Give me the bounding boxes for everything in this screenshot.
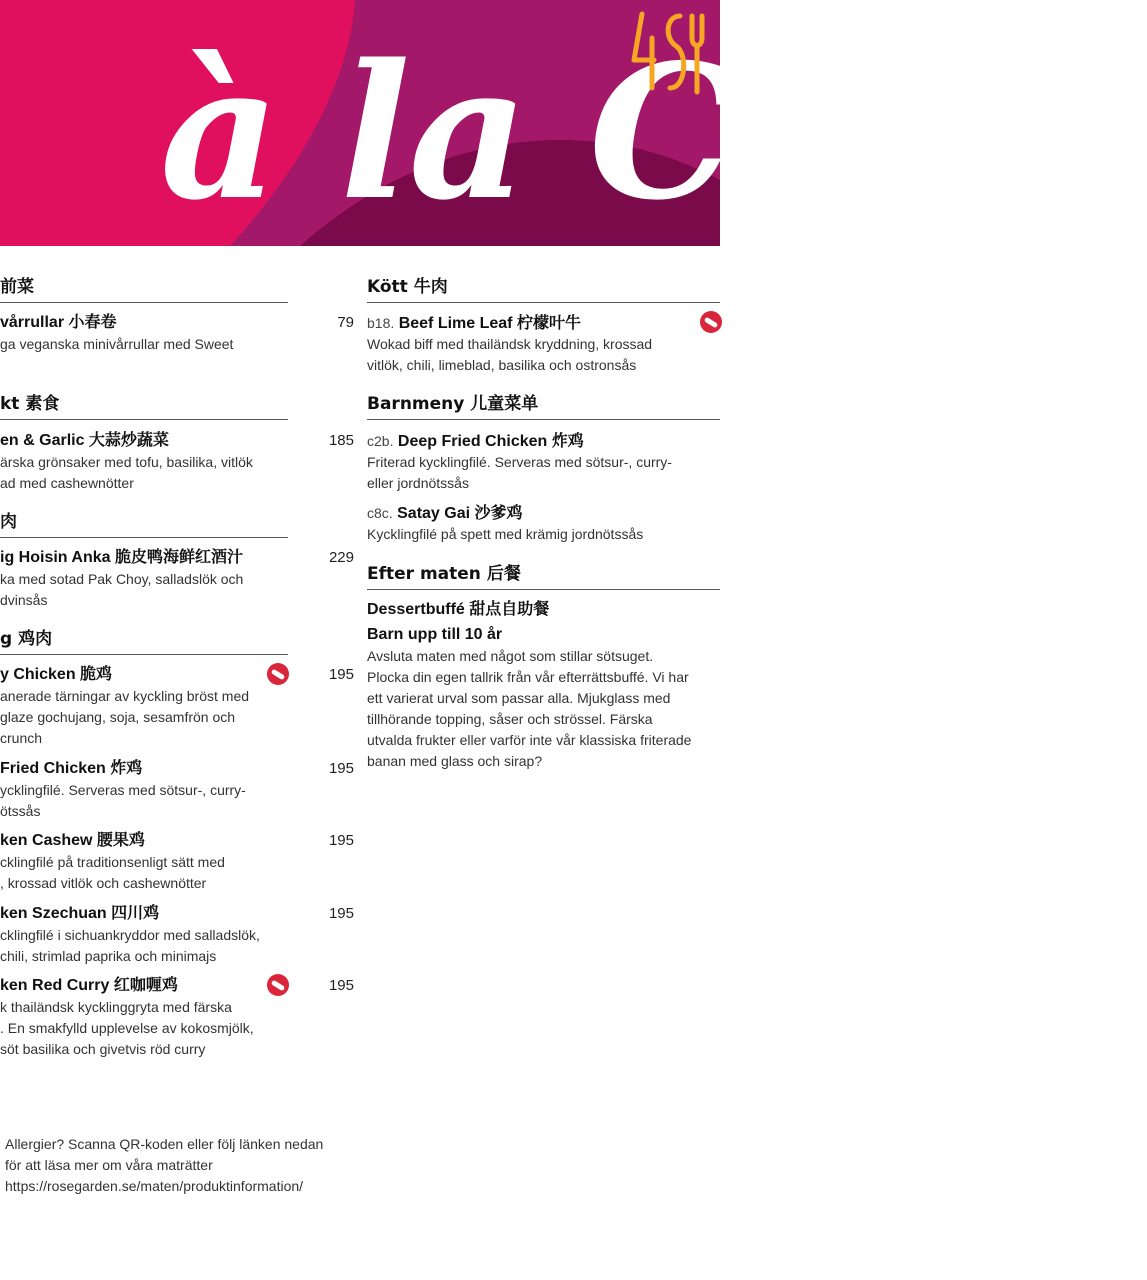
item-description: tillhörande topping, såser och strössel. Färska	[367, 711, 653, 727]
allergy-link[interactable]: https://rosegarden.se/maten/produktinformation/	[5, 1178, 304, 1194]
item-price: 79	[337, 314, 354, 331]
section-divider	[0, 654, 288, 655]
item-description: ad med cashewnötter	[0, 475, 134, 491]
allergy-notice	[5, 1134, 365, 1197]
menu-item-spring-rolls	[0, 312, 290, 355]
section-heading-dessert: Efter maten 后餐	[367, 564, 521, 584]
section-heading-duck: 肉	[0, 512, 17, 532]
menu-item-chicken-red-curry	[0, 975, 290, 1060]
item-title: Satay Gai 沙爹鸡	[392, 505, 523, 522]
section-heading-meat: Kött 牛肉	[367, 277, 448, 297]
item-description: chili, strimlad paprika och minimajs	[0, 948, 217, 964]
item-description: Friterad kycklingfilé. Serveras med sötsur-, curry-	[367, 454, 672, 470]
item-name: ken Szechuan 四川鸡	[0, 905, 160, 922]
section-divider	[367, 419, 720, 420]
menu-item-kids-fried-chicken	[367, 430, 720, 494]
allergy-text: Allergier? Scanna QR-koden eller följ länken nedan	[5, 1136, 324, 1152]
item-description: Avsluta maten med något som stillar sötsuget.	[367, 648, 654, 664]
menu-item-hoisin-duck	[0, 547, 290, 611]
chili-spicy-icon	[267, 663, 289, 685]
menu-item-beef-lime-leaf	[367, 312, 720, 376]
menu-item-satay-gai	[367, 502, 720, 545]
item-name	[367, 312, 720, 334]
item-price: 185	[328, 432, 354, 449]
item-price: 195	[328, 905, 354, 922]
item-code: c8c.	[367, 505, 393, 521]
item-title: Beef Lime Leaf 柠檬叶牛	[394, 315, 581, 332]
section-divider	[367, 589, 720, 590]
item-description: vitlök, chili, limeblad, basilika och ostronsås	[367, 357, 637, 373]
menu-item-fried-chicken	[0, 758, 290, 822]
section-divider	[0, 302, 288, 303]
menu-item-vegetables-garlic	[0, 430, 290, 494]
section-divider	[367, 302, 720, 303]
item-price: 229	[328, 549, 354, 566]
item-name: ig Hoisin Anka 脆皮鸭海鲜红酒汁	[0, 549, 243, 566]
item-description: ötssås	[0, 803, 41, 819]
item-name: ken Red Curry 红咖喱鸡	[0, 977, 178, 994]
item-description: cklingfilé på traditionsenligt sätt med	[0, 854, 225, 870]
item-description: anerade tärningar av kyckling bröst med	[0, 688, 250, 704]
item-description: ett varierat urval som passar alla. Mjukglass med	[367, 690, 671, 706]
item-description: söt basilika och givetvis röd curry	[0, 1041, 206, 1057]
item-name	[367, 502, 720, 524]
menu-item-chicken-cashew	[0, 830, 290, 894]
header-banner	[0, 0, 1147, 246]
item-description: Wokad biff med thailändsk kryddning, krossad	[367, 336, 653, 352]
chili-spicy-icon	[267, 974, 289, 996]
section-divider	[0, 419, 288, 420]
section-heading-kids-menu: Barnmeny 儿童菜单	[367, 394, 539, 414]
item-title: Deep Fried Chicken 炸鸡	[393, 433, 584, 450]
item-name: vårrullar 小春卷	[0, 314, 117, 331]
item-description: ka med sotad Pak Choy, salladslök och	[0, 571, 244, 587]
item-name: en & Garlic 大蒜炒蔬菜	[0, 432, 169, 449]
item-description: Kycklingfilé på spett med krämig jordnötssås	[367, 526, 644, 542]
item-description: crunch	[0, 730, 43, 746]
chili-spicy-icon	[700, 311, 722, 333]
section-heading-chicken: g 鸡肉	[0, 629, 53, 649]
item-name: ken Cashew 腰果鸡	[0, 832, 145, 849]
menu-item-crispy-chicken	[0, 664, 290, 749]
item-name: Dessertbuffé 甜点自助餐	[367, 601, 550, 618]
item-name: Fried Chicken 炸鸡	[0, 760, 143, 777]
item-description: eller jordnötssås	[367, 475, 469, 491]
item-code: b18.	[367, 315, 395, 331]
item-name: y Chicken 脆鸡	[0, 666, 113, 683]
item-description: . En smakfylld upplevelse av kokosmjölk,	[0, 1020, 254, 1036]
item-description: cklingfilé i sichuankryddor med salladslök,	[0, 927, 260, 943]
item-description: ycklingfilé. Serveras med sötsur-, curry-	[0, 782, 246, 798]
item-description: dvinsås	[0, 592, 48, 608]
item-price: 195	[328, 832, 354, 849]
menu-item-dessert-buffet	[367, 599, 720, 772]
section-divider	[0, 537, 288, 538]
item-price: 195	[328, 666, 354, 683]
header-title: à la Carte	[160, 23, 1147, 241]
item-name	[367, 430, 720, 452]
allergy-text: för att läsa mer om våra maträtter	[5, 1157, 213, 1173]
menu-item-chicken-szechuan	[0, 903, 290, 967]
restaurant-logo-icon	[630, 8, 710, 98]
item-description: glaze gochujang, soja, sesamfrön och	[0, 709, 236, 725]
item-description: k thailändsk kycklinggryta med färska	[0, 999, 232, 1015]
item-subtitle: Barn upp till 10 år	[367, 626, 503, 643]
item-description: ärska grönsaker med tofu, basilika, vitlök	[0, 454, 253, 470]
item-description: utvalda frukter eller varför inte vår klassiska friterade	[367, 732, 692, 748]
item-description: , krossad vitlök och cashewnötter	[0, 875, 207, 891]
section-heading-starters: 前菜	[0, 277, 34, 297]
item-description: banan med glass och sirap?	[367, 753, 543, 769]
section-heading-vegetarian: kt 素食	[0, 394, 60, 414]
item-description: Plocka din egen tallrik från vår efterrättsbuffé. Vi har	[367, 669, 689, 685]
item-code: c2b.	[367, 433, 394, 449]
item-price: 195	[328, 760, 354, 777]
item-price: 195	[328, 977, 354, 994]
item-description: ga veganska minivårrullar med Sweet	[0, 336, 234, 352]
